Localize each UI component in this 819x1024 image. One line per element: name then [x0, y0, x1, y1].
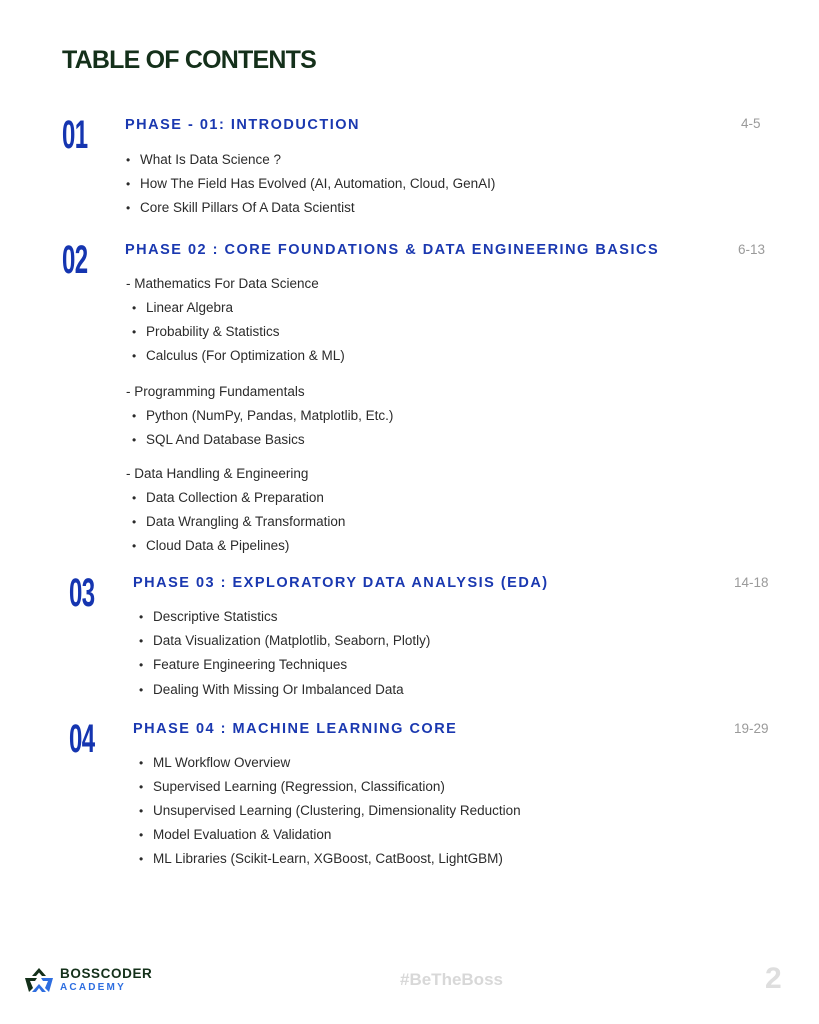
phase-number: 04: [69, 717, 95, 761]
list-item: • Core Skill Pillars Of A Data Scientist: [126, 200, 355, 215]
phase-title: PHASE 03 : EXPLORATORY DATA ANALYSIS (EDA): [133, 575, 549, 591]
phase-number: 01: [62, 113, 88, 157]
brand-subtitle: ACADEMY: [60, 981, 126, 993]
phase-pages: 6-13: [738, 242, 766, 257]
list-item: • Dealing With Missing Or Imbalanced Data: [139, 682, 404, 697]
phase-pages: 14-18: [734, 575, 769, 590]
phase-pages: 19-29: [734, 721, 769, 736]
group-heading: - Mathematics For Data Science: [126, 276, 319, 291]
page-title: TABLE OF CONTENTS: [62, 46, 316, 74]
list-item: • Feature Engineering Techniques: [139, 657, 347, 672]
brand-logo: [24, 966, 152, 994]
list-item: • Supervised Learning (Regression, Classification): [139, 779, 445, 794]
list-item: • ML Workflow Overview: [139, 755, 290, 770]
phase-number: 03: [69, 571, 95, 615]
group-heading: - Data Handling & Engineering: [126, 466, 309, 481]
list-item: • Data Visualization (Matplotlib, Seaborn, Plotly): [139, 633, 430, 648]
phase-pages: 4-5: [741, 116, 761, 131]
list-item: • Unsupervised Learning (Clustering, Dimensionality Reduction: [139, 803, 521, 818]
list-item: • Linear Algebra: [132, 300, 233, 315]
list-item: • Calculus (For Optimization & ML): [132, 348, 345, 363]
list-item: • SQL And Database Basics: [132, 432, 305, 447]
list-item: • What Is Data Science ?: [126, 152, 281, 167]
phase-title: PHASE 04 : MACHINE LEARNING CORE: [133, 721, 458, 737]
list-item: • Model Evaluation & Validation: [139, 827, 331, 842]
list-item: • Data Collection & Preparation: [132, 490, 324, 505]
phase-title: PHASE 02 : CORE FOUNDATIONS & DATA ENGINEERING BASICS: [125, 242, 660, 258]
list-item: • Descriptive Statistics: [139, 609, 278, 624]
list-item: • Cloud Data & Pipelines): [132, 538, 289, 553]
brand-name: BOSSCODER: [60, 966, 153, 982]
hashtag: #BeTheBoss: [400, 970, 503, 989]
list-item: • ML Libraries (Scikit-Learn, XGBoost, CatBoost, LightGBM): [139, 851, 503, 866]
phase-title: PHASE - 01: INTRODUCTION: [125, 117, 360, 133]
list-item: • Python (NumPy, Pandas, Matplotlib, Etc.): [132, 408, 393, 423]
list-item: • How The Field Has Evolved (AI, Automation, Cloud, GenAI): [126, 176, 495, 191]
group-heading: - Programming Fundamentals: [126, 384, 305, 399]
list-item: • Probability & Statistics: [132, 324, 280, 339]
logo-icon: [24, 966, 54, 994]
phase-number: 02: [62, 238, 88, 282]
list-item: • Data Wrangling & Transformation: [132, 514, 345, 529]
page-number: 2: [765, 962, 782, 995]
